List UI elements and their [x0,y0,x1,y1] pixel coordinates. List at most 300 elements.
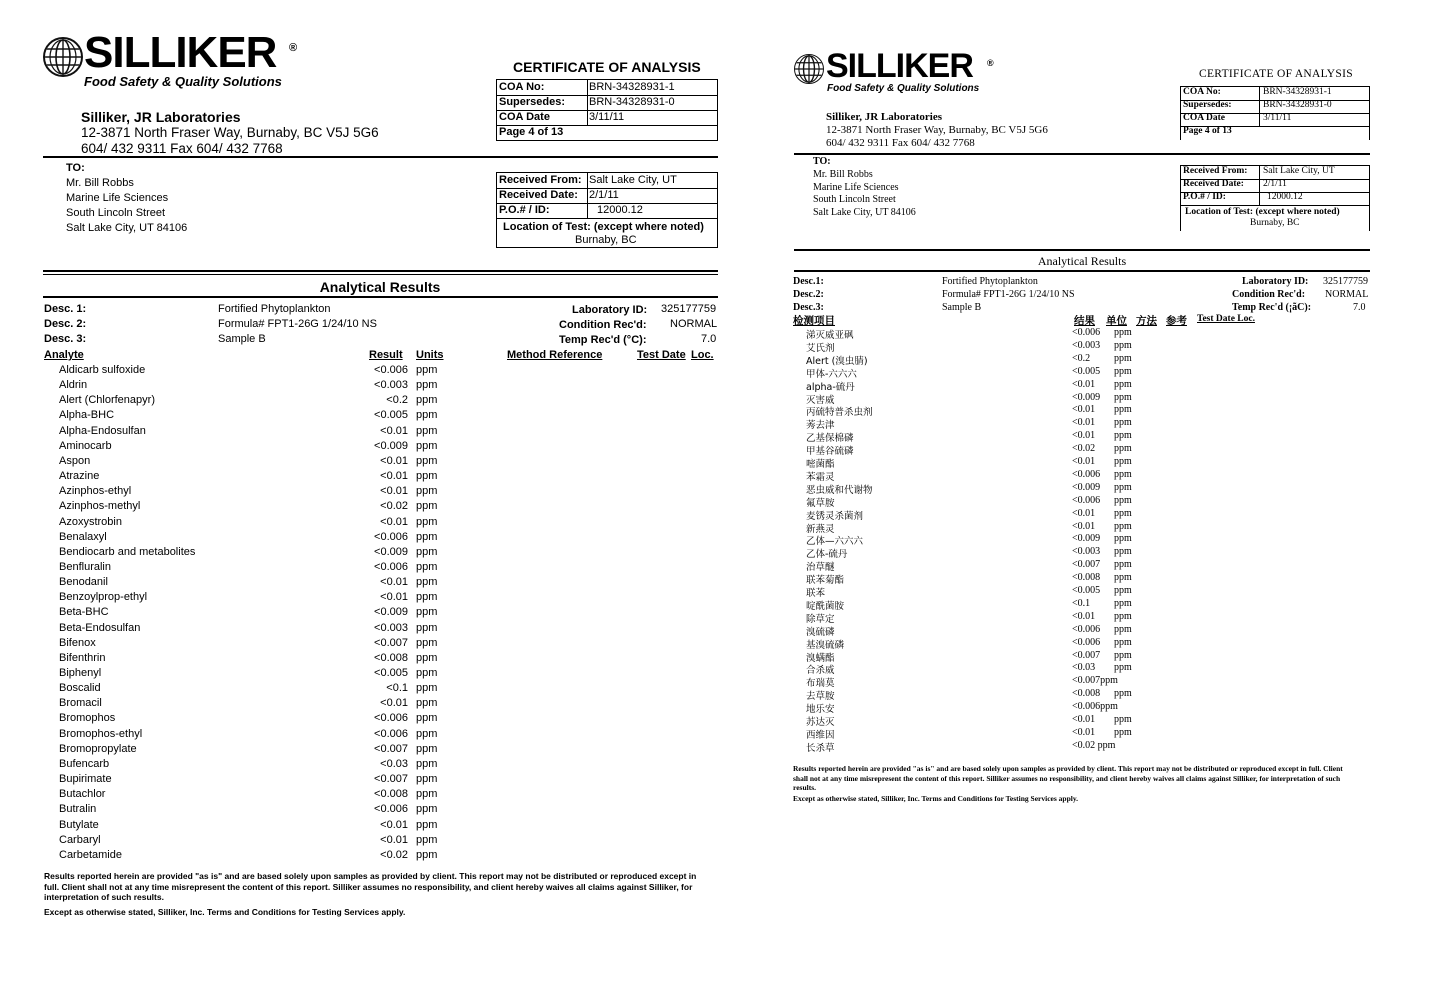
analyte-name: Alpha-BHC [59,409,115,422]
analyte-name: 甲基谷硫磷 [806,446,854,458]
logo-tagline: Food Safety & Quality Solutions [84,74,282,89]
analyte-result: <0.01 [380,485,408,498]
lab-id-label: Laboratory ID: [1242,276,1309,287]
table-row [780,521,1440,534]
temp-label: Temp Rec'd (°C): [559,334,647,346]
analyte-result: <0.008 [374,651,408,664]
section-divider-bottom [43,296,718,298]
analyte-name: 甲体-六六六 [806,368,857,380]
header-units: Units [416,349,444,361]
analyte-name: 氟草胺 [806,497,835,509]
analyte-unit: ppm [1114,662,1132,674]
analyte-name: Bromacil [59,697,102,710]
condition-value: NORMAL [670,318,718,330]
lab-name: Silliker, JR Laboratories [81,109,241,125]
certificate-title: CERTIFICATE OF ANALYSIS [513,59,701,75]
received-from-row [497,173,717,189]
condition-label: Condition Rec'd: [1232,289,1306,300]
section-divider [794,249,1370,251]
analyte-name: Bromopropylate [59,742,137,755]
analyte-unit: ppm [1114,327,1132,338]
analyte-unit: ppm [416,727,438,740]
coa-date-label: COA Date [1183,113,1225,123]
analyte-result: <0.01 [380,833,408,846]
analyte-result: <0.1 [386,682,408,695]
lab-name: Silliker, JR Laboratories [826,111,943,123]
analyte-result: <0.01 [1072,456,1096,467]
table-row [780,366,1440,379]
table-row [0,697,740,712]
analyte-unit: ppm [416,606,438,619]
analyte-name: 苯霜灵 [806,471,835,483]
analyte-name: Bifenthrin [59,651,106,664]
table-row [780,611,1440,624]
analyte-name: 恶虫威和代谢物 [806,484,873,496]
header-analyte: 检测项目 [793,315,835,327]
analyte-name: Azoxystrobin [59,515,122,528]
po-value: 12000.12 [1267,192,1303,202]
analyte-result: <0.006 [374,560,408,573]
analyte-name: Carbaryl [59,833,101,846]
lab-id-value: 325177759 [1323,276,1368,287]
table-row [780,546,1440,559]
table-row [780,572,1440,585]
analyte-unit: ppm [1114,533,1132,545]
analyte-name: 溴螨酯 [806,652,835,664]
location-label: Location of Test: (except where noted) [503,221,704,233]
desc3-label: Desc. 3: [44,333,87,345]
table-row [0,470,740,485]
analyte-unit: ppm [1114,352,1132,364]
desc2-label: Desc.2: [793,289,824,300]
received-from-value: Salt Lake City, UT [1263,166,1335,176]
table-row [0,652,740,667]
lab-address: 12-3871 North Fraser Way, Burnaby, BC V5J 5G6 [826,124,1048,136]
analyte-result: <0.01 [380,697,408,710]
analyte-result: <0.02 [380,848,408,861]
page-number: Page 4 of 13 [1183,126,1232,136]
analyte-name: Boscalid [59,682,101,695]
analyte-result: <0.01 [380,515,408,528]
analyte-unit: ppm [1114,636,1132,648]
analyte-name: 去草胺 [806,691,835,703]
analyte-unit: ppm [416,409,438,422]
table-row [780,598,1440,611]
analyte-name: Bromophos-ethyl [59,727,143,740]
analyte-result: <0.01 [1072,726,1096,738]
analyte-result: <0.01 [380,424,408,437]
analyte-name: 西维因 [806,729,835,741]
analyte-unit: ppm [1114,339,1132,351]
analyte-name: 灭害威 [806,394,835,406]
to-line: Mr. Bill Robbs [813,169,873,180]
desc2-value: Formula# FPT1-26G 1/24/10 NS [942,289,1075,300]
header-test-date: Test Date [637,349,686,361]
analyte-name: 麦锈灵杀菌剂 [806,510,864,522]
page-number-row [497,125,717,140]
table-row [0,364,740,379]
header-result: 结果 [1074,315,1095,327]
analyte-unit: ppm [416,788,438,801]
analyte-unit: ppm [1114,610,1132,622]
analyte-unit: ppm [416,530,438,543]
analyte-unit: ppm [1114,481,1132,493]
table-row [0,758,740,773]
header-method-reference: Method Reference [507,349,603,361]
analyte-name: 长杀草 [806,742,835,754]
desc1-value: Fortified Phytoplankton [942,276,1038,287]
analyte-result: <0.01 [380,818,408,831]
analyte-name: Butachlor [59,788,106,801]
table-row [0,425,740,440]
logo-wordmark: SILLIKER [826,47,973,85]
analyte-name: 合杀威 [806,665,835,677]
temp-label: Temp Rec'd (¡ãC): [1232,302,1312,313]
analyte-result: <0.02 [1072,443,1096,455]
analyte-unit: ppm [1114,520,1132,532]
po-label: P.O.# / ID: [499,204,550,216]
analyte-result: <0.01 [1072,404,1096,416]
analyte-unit: ppm [1114,378,1132,390]
analyte-result: <0.01 [1072,430,1096,442]
analyte-unit: ppm [416,697,438,710]
logo-registered-mark: ® [987,58,994,68]
analyte-name: Bufencarb [59,757,110,770]
received-from-label: Received From: [499,174,582,186]
analyte-name: Bupirimate [59,773,112,786]
table-row [0,622,740,637]
analyte-unit: ppm [416,651,438,664]
analyte-name: 嘧菌酯 [806,459,835,470]
analyte-unit: ppm [416,515,438,528]
analyte-unit: ppm [1114,649,1132,661]
analyte-unit: ppm [416,682,438,695]
table-row [780,533,1440,546]
analyte-unit: ppm [416,636,438,649]
table-row [780,714,1440,727]
analyte-name: 涕灭威亚砜 [806,330,854,341]
table-row [780,508,1440,521]
received-date-row [497,188,717,204]
table-row [0,712,740,727]
to-line: Marine Life Sciences [66,192,169,204]
analyte-result: <0.009 [374,545,408,558]
to-label: TO: [813,156,831,167]
analyte-unit: ppm [416,379,438,392]
analyte-name: Alpha-Endosulfan [59,424,146,437]
analyte-unit: ppm [416,454,438,467]
desc3-value: Sample B [218,333,266,345]
analyte-unit: ppm [416,500,438,513]
table-row [0,591,740,606]
header-divider [43,156,718,158]
analyte-result: <0.007ppm [1072,675,1118,687]
po-row [1181,192,1369,206]
analyte-result: <0.006 [1072,494,1101,506]
analyte-unit: ppm [1114,585,1132,596]
analyte-result: <0.009 [1072,481,1101,493]
table-row [780,624,1440,637]
analyte-result: <0.03 [380,757,408,770]
analyte-name: Butralin [59,803,97,816]
coa-date-row [497,110,717,126]
section-title: Analytical Results [1037,254,1127,268]
analyte-name: 联苯 [806,588,826,599]
location-value: Burnaby, BC [575,234,637,246]
analyte-name: 丙硫特普杀虫剂 [806,407,873,419]
desc1-value: Fortified Phytoplankton [218,303,331,315]
analyte-name: Benfluralin [59,560,111,573]
received-from-label: Received From: [1183,166,1248,176]
table-row [0,667,740,682]
analyte-result: <0.006 [374,803,408,816]
analyte-result: <0.01 [1072,378,1096,390]
table-row [780,701,1440,714]
analyte-result: <0.009 [374,439,408,452]
terms-text: Except as otherwise stated, Silliker, Inc. Terms and Conditions for Testing Services apply. [793,794,1079,803]
received-date-value: 2/1/11 [589,189,619,201]
lab-address: 12-3871 North Fraser Way, Burnaby, BC V5J 5G6 [81,125,379,140]
supersedes-row [1181,100,1369,114]
analyte-unit: ppm [1114,572,1132,584]
analyte-result: <0.009 [1072,391,1101,403]
analyte-name: 乙体—六六六 [806,536,864,548]
table-row [0,379,740,394]
table-row [780,417,1440,430]
analyte-result: <0.01 [1072,417,1096,429]
analyte-result: <0.008 [1072,688,1101,700]
analyte-name: Beta-Endosulfan [59,621,141,634]
page-number-row [1181,126,1369,139]
analyte-name: Beta-BHC [59,606,109,619]
coa-date-value: 3/11/11 [1263,113,1292,123]
desc3-value: Sample B [942,302,982,313]
coa-number-value: BRN-34328931-1 [589,81,675,93]
logo-wordmark: SILLIKER [84,28,277,77]
analyte-unit: ppm [1114,391,1132,403]
analyte-unit: ppm [416,424,438,437]
analyte-name: Benzoylprop-ethyl [59,591,148,604]
table-row [780,469,1440,482]
analyte-name: 苏达灭 [806,717,835,728]
analyte-result: <0.007 [374,742,408,755]
table-row [780,585,1440,598]
analyte-name: Benalaxyl [59,530,107,543]
table-row [0,546,740,561]
coa-info-box [1180,86,1370,140]
table-row [0,485,740,500]
analyte-unit: ppm [416,818,438,831]
received-date-label: Received Date: [499,189,578,201]
to-line: Mr. Bill Robbs [66,177,134,189]
analyte-unit: ppm [416,576,438,589]
analyte-unit: ppm [1114,623,1132,635]
received-from-row [1181,166,1369,180]
table-row [780,662,1440,675]
analyte-unit: ppm [416,545,438,558]
logo-tagline: Food Safety & Quality Solutions [827,83,980,94]
supersedes-row [497,95,717,111]
table-row [780,392,1440,405]
table-row [0,531,740,546]
table-row [780,340,1440,353]
table-row [0,394,740,409]
analyte-result: <0.03 [1072,662,1096,674]
analyte-result: <0.008 [1072,572,1101,584]
analyte-name: Bendiocarb and metabolites [59,545,196,558]
analyte-result: <0.02 ppm [1072,739,1116,751]
analyte-name: Carbetamide [59,848,122,861]
analyte-result: <0.2 [1072,352,1091,364]
desc3-label: Desc.3: [793,302,824,313]
analyte-name: 地乐安 [806,704,835,716]
to-label: TO: [66,162,85,174]
analyte-name: 啶酰菌胺 [806,600,845,612]
lab-phone: 604/ 432 9311 Fax 604/ 432 7768 [826,137,975,149]
table-row [780,404,1440,417]
analyte-name: 联苯菊酯 [806,575,845,587]
analyte-unit: ppm [1114,443,1132,455]
analyte-unit: ppm [416,485,438,498]
analyte-result: <0.01 [1072,520,1096,532]
table-row [0,743,740,758]
analyte-result: <0.006 [374,530,408,543]
certificate-title: CERTIFICATE OF ANALYSIS [1199,68,1353,80]
analyte-name: Alert (Chlorfenapyr) [59,394,155,407]
received-date-row [1181,179,1369,193]
analyte-unit: ppm [1114,456,1132,467]
analyte-name: 乙体-硫丹 [806,549,848,561]
table-row [780,740,1440,753]
coa-number-value: BRN-34328931-1 [1263,87,1332,97]
analyte-result: <0.006 [1072,327,1101,338]
location-value: Burnaby, BC [1250,218,1300,228]
analyte-result: <0.01 [380,576,408,589]
analyte-unit: ppm [416,667,438,679]
table-row [0,409,740,424]
po-value: 12000.12 [597,204,643,216]
analyte-result: <0.005 [374,667,408,679]
analyte-unit: ppm [416,848,438,861]
analyte-result: <0.01 [1072,507,1096,519]
section-divider [43,270,718,272]
analyte-unit: ppm [1114,430,1132,442]
table-row [780,637,1440,650]
analyte-unit: ppm [416,560,438,573]
analyte-result: <0.006 [374,727,408,740]
table-row [780,456,1440,469]
table-row [0,561,740,576]
analyte-name: 布瑞莫 [806,678,835,690]
logo-registered-mark: ® [289,42,298,54]
analyte-name: 艾氏剂 [806,342,835,354]
coa-number-row [497,80,717,96]
analyte-result: <0.006 [374,364,408,376]
po-row [497,203,717,219]
analyte-unit: ppm [1114,559,1132,571]
to-line: Salt Lake City, UT 84106 [66,222,188,234]
header-analyte: Analyte [44,349,84,361]
analyte-name: 除草定 [806,613,835,625]
lab-phone: 604/ 432 9311 Fax 604/ 432 7768 [81,141,283,156]
analyte-name: 治草醚 [806,562,835,574]
to-line: South Lincoln Street [813,194,896,205]
analyte-result: <0.01 [380,591,408,604]
table-row [0,606,740,621]
analyte-unit: ppm [416,773,438,786]
table-row [780,482,1440,495]
received-date-label: Received Date: [1183,179,1244,189]
header-divider [794,153,1370,155]
analyte-name: Azinphos-methyl [59,500,141,513]
analyte-unit: ppm [1114,546,1132,558]
coa-info-box [496,79,718,141]
analyte-unit: ppm [416,591,438,604]
analyte-unit: ppm [416,803,438,816]
table-row [780,327,1440,340]
analyte-name: Benodanil [59,576,108,589]
table-row [0,500,740,515]
header-location: Loc. [691,349,714,361]
coa-date-row [1181,113,1369,127]
analyte-result: <0.006 [1072,468,1101,480]
analyte-result: <0.003 [374,379,408,392]
coa-number-label: COA No: [499,81,545,93]
coa-date-label: COA Date [499,111,550,123]
table-row [780,559,1440,572]
analyte-result: <0.005 [374,409,408,422]
analyte-unit: ppm [1114,365,1132,377]
coa-date-value: 3/11/11 [589,111,625,123]
analyte-name: Alert (溴虫腈) [806,355,868,367]
analyte-unit: ppm [1114,494,1132,506]
header-test-date: Test Date Loc. [1197,314,1255,324]
analyte-unit: ppm [416,439,438,452]
analyte-name: Bifenox [59,636,96,649]
table-row [0,576,740,591]
analyte-result: <0.006ppm [1072,701,1118,713]
analyte-result: <0.1 [1072,597,1091,609]
table-row [0,849,740,864]
supersedes-label: Supersedes: [1183,100,1232,110]
analyte-name: Aminocarb [59,439,112,452]
analyte-unit: ppm [1114,688,1132,700]
analyte-result: <0.006 [1072,636,1101,648]
coa-number-label: COA No: [1183,87,1221,97]
analyte-unit: ppm [416,712,438,725]
location-label: Location of Test: (except where noted) [1185,207,1340,217]
analyte-result: <0.02 [380,500,408,513]
section-divider-thin [43,274,718,275]
analyte-result: <0.003 [374,621,408,634]
globe-icon [43,37,83,77]
temp-value: 7.0 [701,333,717,345]
terms-text: Except as otherwise stated, Silliker, Inc. Terms and Conditions for Testing Services apply. [44,907,406,917]
table-row [0,788,740,803]
analyte-result: <0.009 [1072,533,1101,545]
table-row [780,650,1440,663]
analyte-result: <0.2 [386,394,408,407]
analyte-result: <0.01 [380,470,408,483]
table-row [0,728,740,743]
section-title: Analytical Results [319,279,441,295]
analyte-unit: ppm [1114,597,1132,609]
table-row [0,834,740,849]
lab-id-label: Laboratory ID: [572,304,648,316]
analyte-name: Butylate [59,818,99,831]
analyte-result: <0.003 [1072,546,1101,558]
table-row [780,675,1440,688]
